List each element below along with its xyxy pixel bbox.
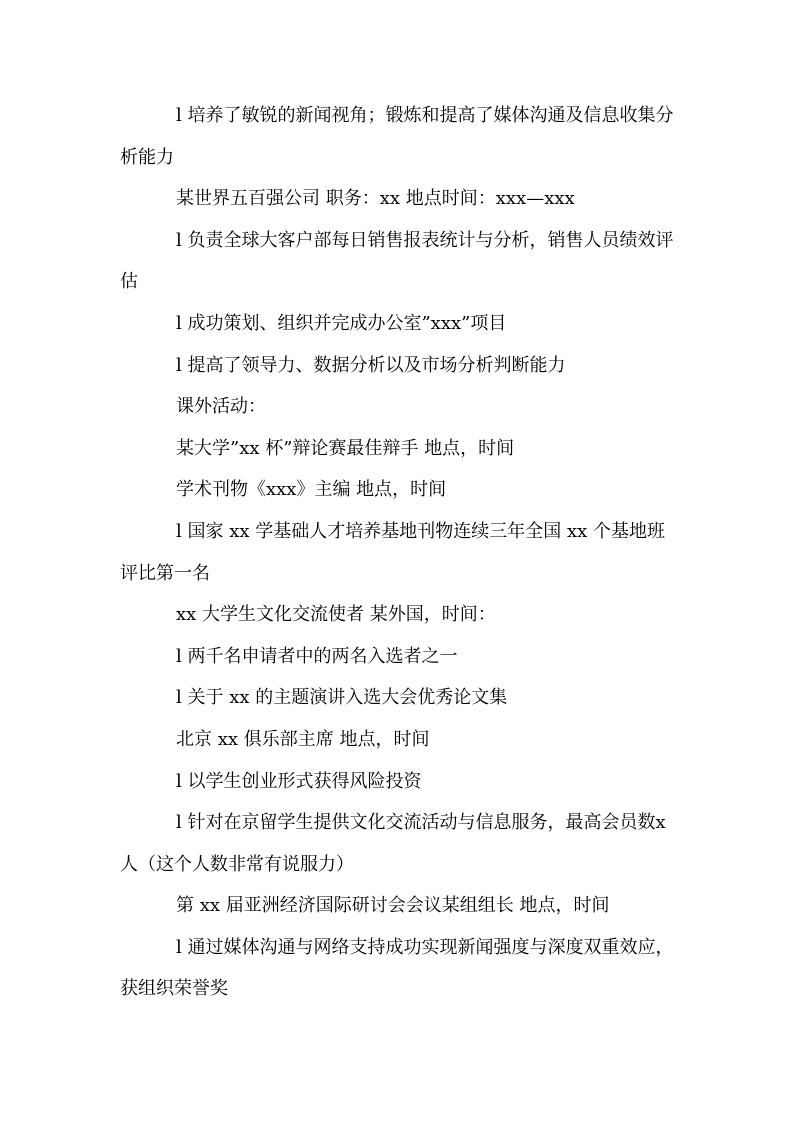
paragraph: 学术刊物《xxx》主编 地点，时间 — [176, 479, 447, 501]
paragraph: l 成功策划、组织并完成办公室”xxx”项目 — [176, 312, 507, 334]
paragraph: xx 大学生文化交流使者 某外国，时间： — [176, 604, 496, 626]
document-body — [120, 95, 680, 1010]
paragraph: l 通过媒体沟通与网络支持成功实现新闻强度与深度双重效应，获组织荣誉奖 — [120, 936, 674, 1000]
paragraph: l 培养了敏锐的新闻视角；锻炼和提高了媒体沟通及信息收集分析能力 — [120, 105, 674, 168]
paragraph: 某大学”xx 杯”辩论赛最佳辩手 地点，时间 — [176, 437, 515, 459]
paragraph: l 针对在京留学生提供文化交流活动与信息服务，最高会员数x 人（这个人数非常有说服力） — [120, 812, 666, 875]
paragraph: l 以学生创业形式获得风险投资 — [176, 770, 422, 792]
paragraph: l 国家 xx 学基础人才培养基地刊物连续三年全国 xx 个基地班评比第一名 — [120, 520, 665, 584]
paragraph: l 负责全球大客户部每日销售报表统计与分析，销售人员绩效评估 — [120, 229, 674, 293]
paragraph: 北京 xx 俱乐部主席 地点，时间 — [176, 728, 430, 750]
paragraph: l 两千名申请者中的两名入选者之一 — [176, 645, 458, 667]
paragraph: 第 xx 届亚洲经济国际研讨会会议某组组长 地点，时间 — [176, 895, 610, 917]
paragraph: l 提高了领导力、数据分析以及市场分析判断能力 — [176, 354, 566, 376]
paragraph: 课外活动： — [176, 396, 266, 418]
paragraph: l 关于 xx 的主题演讲入选大会优秀论文集 — [176, 687, 508, 709]
paragraph: 某世界五百强公司 职务：xx 地点时间：xxx—xxx — [176, 188, 575, 210]
